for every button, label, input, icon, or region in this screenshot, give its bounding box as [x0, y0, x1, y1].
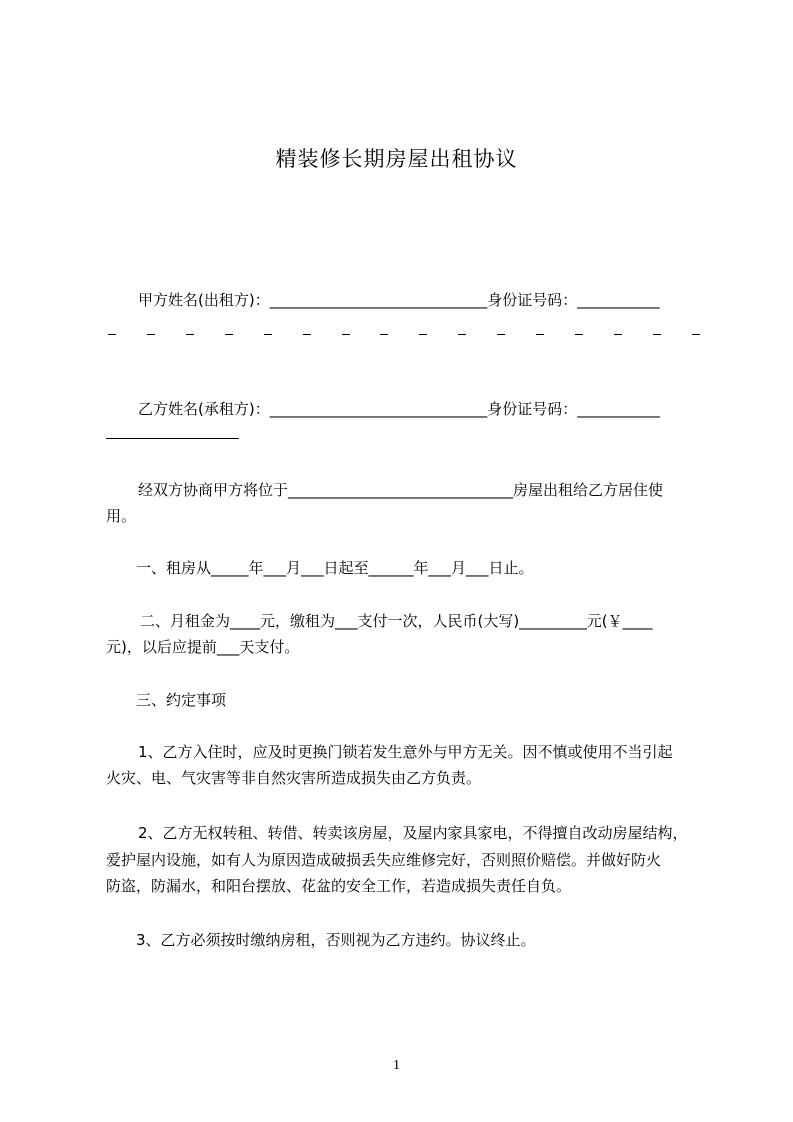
term-2-line-2: 爱护屋内设施，如有人为原因造成破损丢失应维修完好，否则照价赔偿。并做好防火 [106, 851, 662, 869]
section-2-line-1: 二、月租金为____元，缴租为___支付一次，人民币(大写)_________元(￥____ [140, 612, 653, 630]
term-1-line-2: 火灾、电、气灾害等非自然灾害所造成损失由乙方负责。 [106, 769, 482, 787]
page-number: 1 [393, 1058, 400, 1073]
page-title: 精装修长期房屋出租协议 [275, 147, 518, 171]
intro-line-1: 经双方协商甲方将位于______________________________房屋出租给乙方居住使 [138, 481, 664, 499]
party-a-id-dash-continuation [108, 326, 700, 342]
term-1-line-1: 1、乙方入住时，应及时更换门锁若发生意外与甲方无关。因不慎或使用不当引起 [138, 743, 673, 761]
party-a-line: 甲方姓名(出租方)：_____________________________身份证号码：___________ [138, 291, 660, 309]
section-1-lease-term: 一、租房从_____年___月___日起至______年___月___日止。 [136, 559, 534, 577]
term-2-line-3: 防盗，防漏水，和阳台摆放、花盆的安全工作，若造成损失责任自负。 [106, 877, 572, 895]
section-3-heading: 三、约定事项 [136, 691, 227, 709]
section-2-line-2: 元)，以后应提前___天支付。 [106, 638, 300, 656]
party-b-line: 乙方姓名(承租方)：_____________________________身份证号码：___________ [138, 400, 660, 418]
party-b-id-blank-continuation [106, 438, 239, 439]
intro-line-2: 用。 [106, 507, 137, 525]
term-3-line-1: 3、乙方必须按时缴纳房租，否则视为乙方违约。协议终止。 [136, 931, 536, 949]
term-2-line-1: 2、乙方无权转租、转借、转卖该房屋，及屋内家具家电，不得擅自改动房屋结构， [138, 824, 688, 842]
